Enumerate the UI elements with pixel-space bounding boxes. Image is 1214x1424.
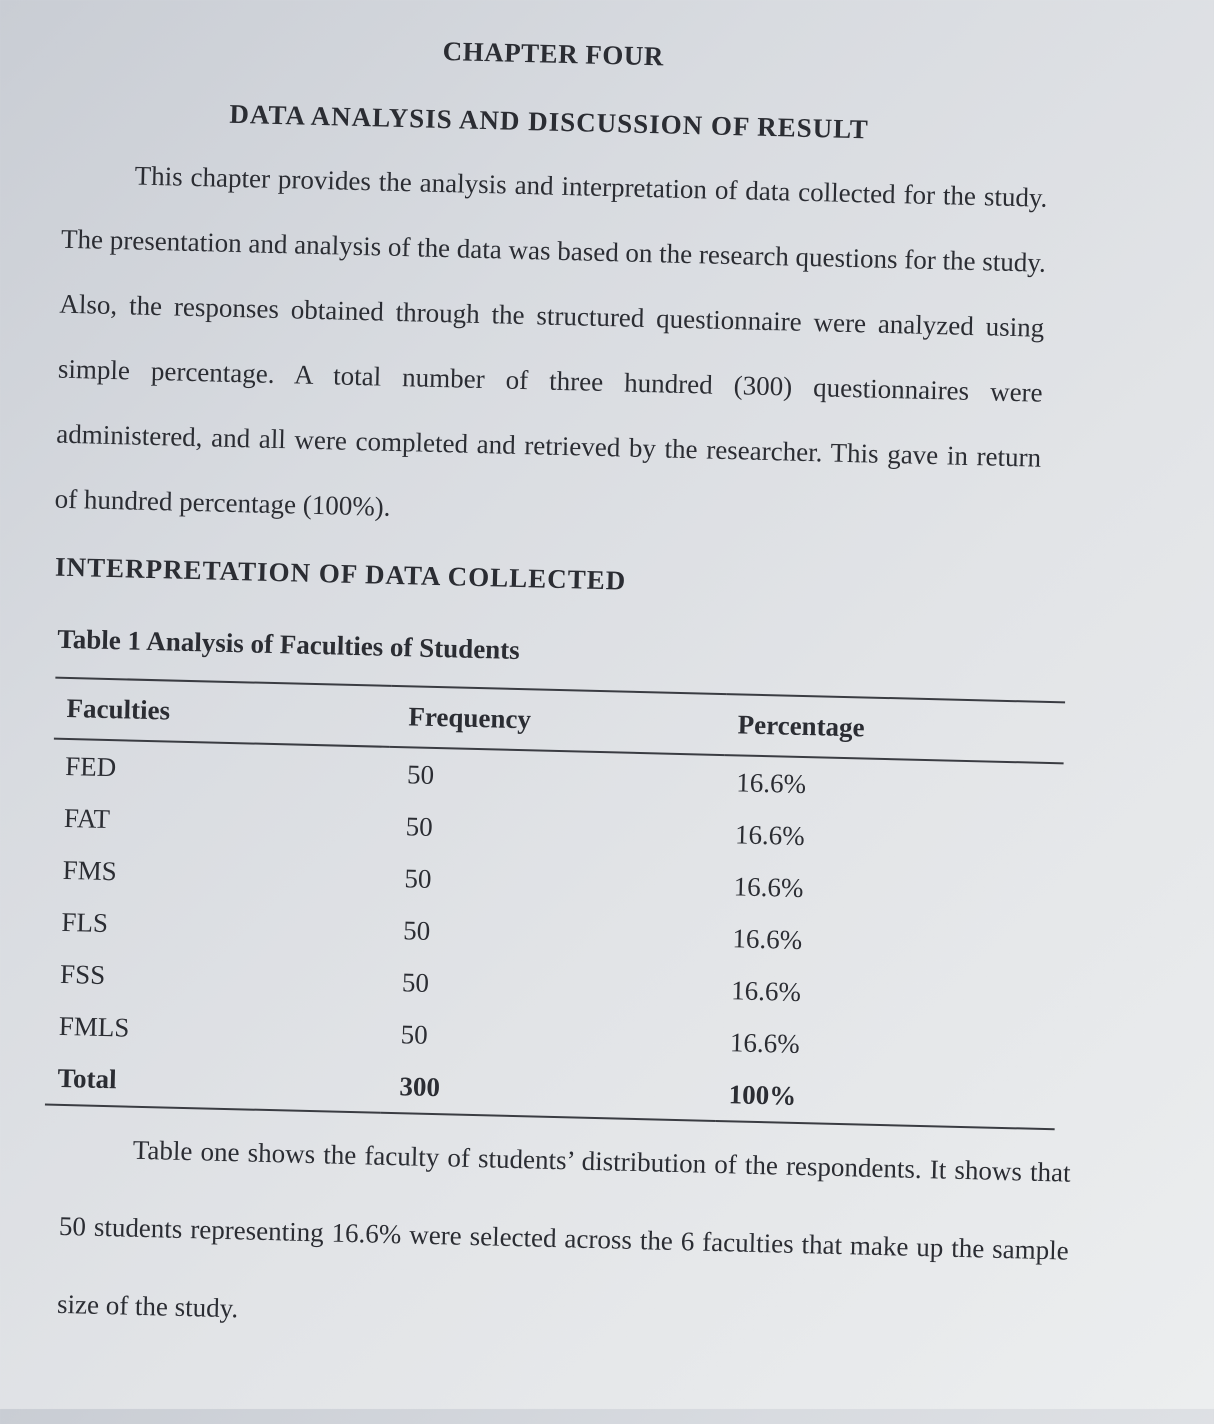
- percentage-cell: 16.6%: [732, 922, 803, 955]
- faculty-cell: FLS: [61, 906, 109, 938]
- frequency-cell: 50: [405, 810, 434, 842]
- percentage-cell: 16.6%: [734, 818, 806, 851]
- summary-paragraph: Table one shows the faculty of students’ distribution of the respondents. It shows that 50 students representing 16.6% were selected across the 6 faculties that make up the sample size of the study.: [56, 1134, 1071, 1324]
- frequency-cell: 50: [400, 1018, 429, 1050]
- section-heading: INTERPRETATION OF DATA COLLECTED: [54, 551, 627, 596]
- total-percentage-cell: 100%: [716, 1068, 1056, 1129]
- percentage-cell: 16.6%: [735, 766, 807, 799]
- total-label-cell: Total: [45, 1052, 382, 1113]
- header-frequency: Frequency: [390, 686, 727, 755]
- header-faculties: Faculties: [54, 678, 391, 747]
- faculties-table: [45, 677, 1065, 1131]
- percentage-cell: 16.6%: [730, 974, 802, 1007]
- table-caption: Table 1 Analysis of Faculties of Students: [56, 623, 521, 666]
- percentage-cell: 16.6%: [729, 1026, 801, 1059]
- total-frequency-cell: 300: [381, 1060, 718, 1121]
- faculty-cell: FMLS: [58, 1010, 130, 1043]
- faculty-cell: FED: [64, 750, 117, 782]
- chapter-title: CHAPTER FOUR: [442, 35, 665, 72]
- faculty-cell: FMS: [62, 854, 118, 886]
- frequency-cell: 50: [404, 862, 432, 894]
- frequency-cell: 50: [401, 966, 430, 998]
- faculty-cell: FAT: [63, 802, 111, 834]
- header-percentage: Percentage: [725, 694, 1065, 763]
- faculty-cell: FSS: [59, 958, 106, 990]
- percentage-cell: 16.6%: [733, 870, 804, 903]
- intro-paragraph: This chapter provides the analysis and interpretation of data collected for the study. The presentation and analysis of the data was based on the research questions for the study. Also, the responses obtained through the structured questionnaire were analyzed using simple percentage. A total number of three hundred (300) questionnaires were administered, and all were completed and retrieved by the researcher. This gave in return of hundred percentage (100%).: [54, 160, 1048, 522]
- frequency-cell: 50: [402, 914, 431, 946]
- frequency-cell: 50: [406, 758, 435, 790]
- chapter-subtitle: DATA ANALYSIS AND DISCUSSION OF RESULT: [229, 98, 870, 145]
